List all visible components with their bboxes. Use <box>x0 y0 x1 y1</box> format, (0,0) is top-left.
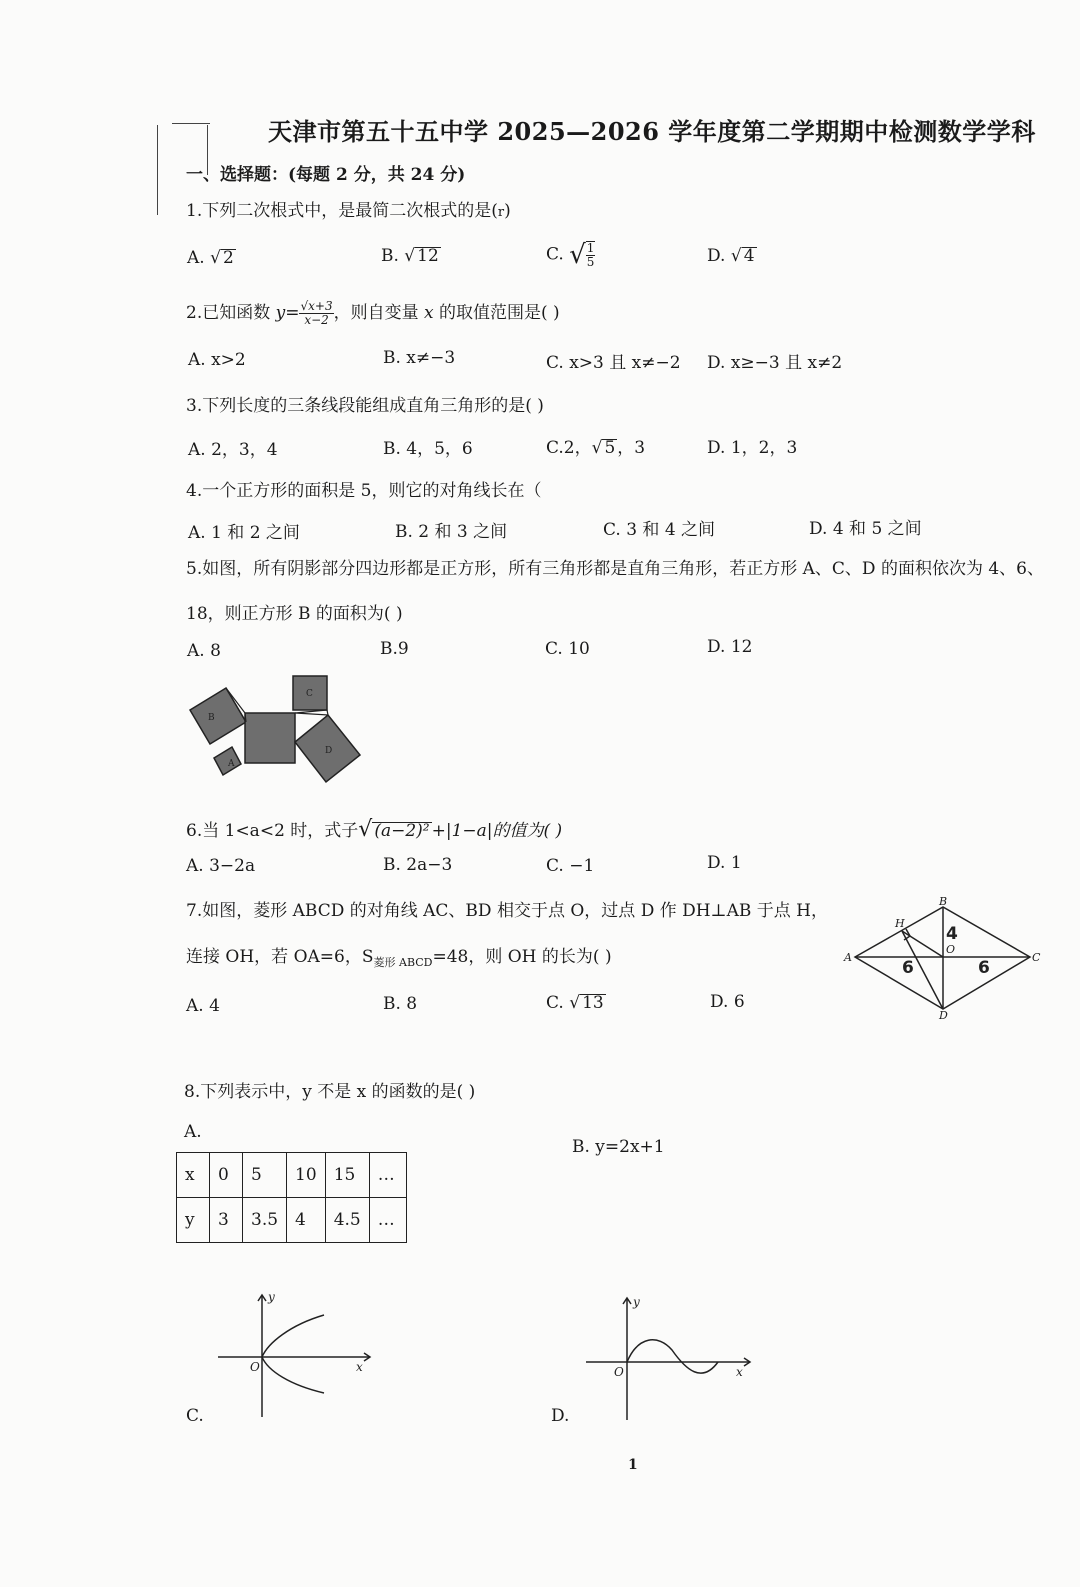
q6-option-d[interactable]: D. 1 <box>707 853 742 873</box>
q2-stem: 2.已知函数 y= $\frac{√x+3}{x-2}$ ，则自变量 x 的取值范围是( ) <box>186 298 560 327</box>
q1-option-b[interactable]: B. √ 12 <box>381 246 439 266</box>
label-d: D <box>939 1009 948 1020</box>
table-cell: … <box>369 1153 406 1198</box>
table-cell: x <box>177 1153 210 1198</box>
table-cell: 3.5 <box>243 1198 287 1243</box>
q3-option-a[interactable]: A. 2，3，4 <box>188 440 278 460</box>
table-cell: 5 <box>243 1153 287 1198</box>
q5-option-a[interactable]: A. 8 <box>187 641 221 661</box>
label-b: B <box>208 713 215 723</box>
label-o: O <box>946 943 956 956</box>
q7-option-c[interactable]: C. √ 13 <box>546 993 604 1013</box>
margin-line <box>157 125 158 215</box>
q8-option-d-label[interactable]: D. <box>551 1406 570 1426</box>
q5-option-b[interactable]: B.9 <box>380 639 409 659</box>
q2-option-b[interactable]: B. x≠−3 <box>383 348 456 368</box>
q8-option-a-label[interactable]: A. <box>184 1122 202 1142</box>
q6-option-b[interactable]: B. 2a−3 <box>383 855 453 875</box>
page-number: 1 <box>628 1457 638 1473</box>
q6-option-a[interactable]: A. 3−2a <box>186 856 256 876</box>
sideways-parabola <box>262 1315 324 1393</box>
q7-option-b[interactable]: B. 8 <box>383 994 418 1014</box>
q8-value-table <box>176 1152 407 1243</box>
table-cell: 4 <box>287 1198 326 1243</box>
table-cell: 0 <box>210 1153 243 1198</box>
table-row-y <box>177 1198 407 1243</box>
label-a: A <box>844 951 852 964</box>
axis-label-x: x <box>736 1365 743 1379</box>
q7-option-a[interactable]: A. 4 <box>186 996 220 1016</box>
q8-option-c-label[interactable]: C. <box>186 1406 204 1426</box>
q2-option-c[interactable]: C. x>3 且 x≠−2 <box>546 353 681 373</box>
label-h: H <box>895 917 905 930</box>
q6-stem: 6.当 1<a<2 时，式子√ (a−2)² +|1−a|的值为( ) <box>186 817 563 842</box>
handwritten-4: 4 <box>946 924 958 944</box>
q5-stem-line2: 18，则正方形 B 的面积为( ) <box>186 604 403 624</box>
origin-label: O <box>614 1365 624 1379</box>
q1-option-c[interactable]: C. √ $\frac{1}{5}$ <box>546 240 595 270</box>
q3-stem: 3.下列长度的三条线段能组成直角三角形的是( ) <box>186 396 544 416</box>
q8-option-b[interactable]: B. y=2x+1 <box>572 1137 665 1157</box>
table-row-x <box>177 1153 407 1198</box>
table-cell: 3 <box>210 1198 243 1243</box>
origin-label: O <box>250 1360 260 1374</box>
q5-squares-figure <box>180 670 390 785</box>
wave-curve <box>627 1340 718 1373</box>
q3-option-c[interactable]: C.2，√ 5 ，3 <box>546 438 646 458</box>
label-c: C <box>1032 951 1041 964</box>
q2-option-d[interactable]: D. x≥−3 且 x≠2 <box>707 353 843 373</box>
page-title: 天津市第五十五中学 2025—2026 学年度第二学期期中检测数学学科 <box>268 117 1036 146</box>
q5-stem-line1: 5.如图，所有阴影部分四边形都是正方形，所有三角形都是直角三角形，若正方形 A、C、D 的面积依次为 4、6、 <box>186 559 1044 579</box>
q4-option-a[interactable]: A. 1 和 2 之间 <box>188 523 300 543</box>
axis-label-x: x <box>356 1360 363 1374</box>
square-middle <box>245 713 295 763</box>
q8-stem: 8.下列表示中，y 不是 x 的函数的是( ) <box>184 1082 476 1102</box>
table-cell: … <box>369 1198 406 1243</box>
q6-option-c[interactable]: C. −1 <box>546 856 595 876</box>
q4-option-c[interactable]: C. 3 和 4 之间 <box>603 520 716 540</box>
margin-tick <box>172 123 210 124</box>
label-d: D <box>325 746 333 756</box>
q2-option-a[interactable]: A. x>2 <box>188 350 246 370</box>
handwritten-6-left: 6 <box>902 958 914 978</box>
q8-graph-c[interactable] <box>210 1285 380 1425</box>
q4-option-b[interactable]: B. 2 和 3 之间 <box>395 522 508 542</box>
q7-option-d[interactable]: D. 6 <box>710 992 745 1012</box>
axis-label-y: y <box>268 1290 275 1304</box>
table-cell: 10 <box>287 1153 326 1198</box>
q8-graph-d[interactable] <box>580 1288 760 1428</box>
table-cell: 4.5 <box>325 1198 369 1243</box>
square-b <box>190 688 246 744</box>
q1-option-d[interactable]: D. √ 4 <box>707 246 755 266</box>
table-cell: 15 <box>325 1153 369 1198</box>
q3-option-d[interactable]: D. 1，2，3 <box>707 438 798 458</box>
q1-stem: 1.下列二次根式中，是最简二次根式的是(r) <box>186 201 511 221</box>
q4-option-d[interactable]: D. 4 和 5 之间 <box>809 519 922 539</box>
q7-stem-line2: 连接 OH，若 OA=6，$S_{菱形 ABCD}=48$，则 OH 的长为( ) <box>186 947 612 969</box>
axis-label-y: y <box>633 1295 640 1309</box>
q7-stem-line1: 7.如图，菱形 ABCD 的对角线 AC、BD 相交于点 O，过点 D 作 DH⊥AB 于点 H， <box>186 901 828 921</box>
q5-option-c[interactable]: C. 10 <box>545 639 590 659</box>
q4-stem: 4.一个正方形的面积是 5，则它的对角线长在（ <box>186 481 542 501</box>
q7-rhombus-figure <box>840 895 1050 1020</box>
q5-option-d[interactable]: D. 12 <box>707 637 753 657</box>
q1-option-a[interactable]: A. √ 2 <box>187 248 234 268</box>
label-b: B <box>939 895 948 908</box>
q3-option-b[interactable]: B. 4，5，6 <box>383 439 473 459</box>
handwritten-6-right: 6 <box>978 958 990 978</box>
section-heading: 一、选择题：(每题 2 分，共 24 分) <box>186 165 466 185</box>
table-cell: y <box>177 1198 210 1243</box>
label-c: C <box>306 689 313 699</box>
label-a: A <box>228 759 235 769</box>
